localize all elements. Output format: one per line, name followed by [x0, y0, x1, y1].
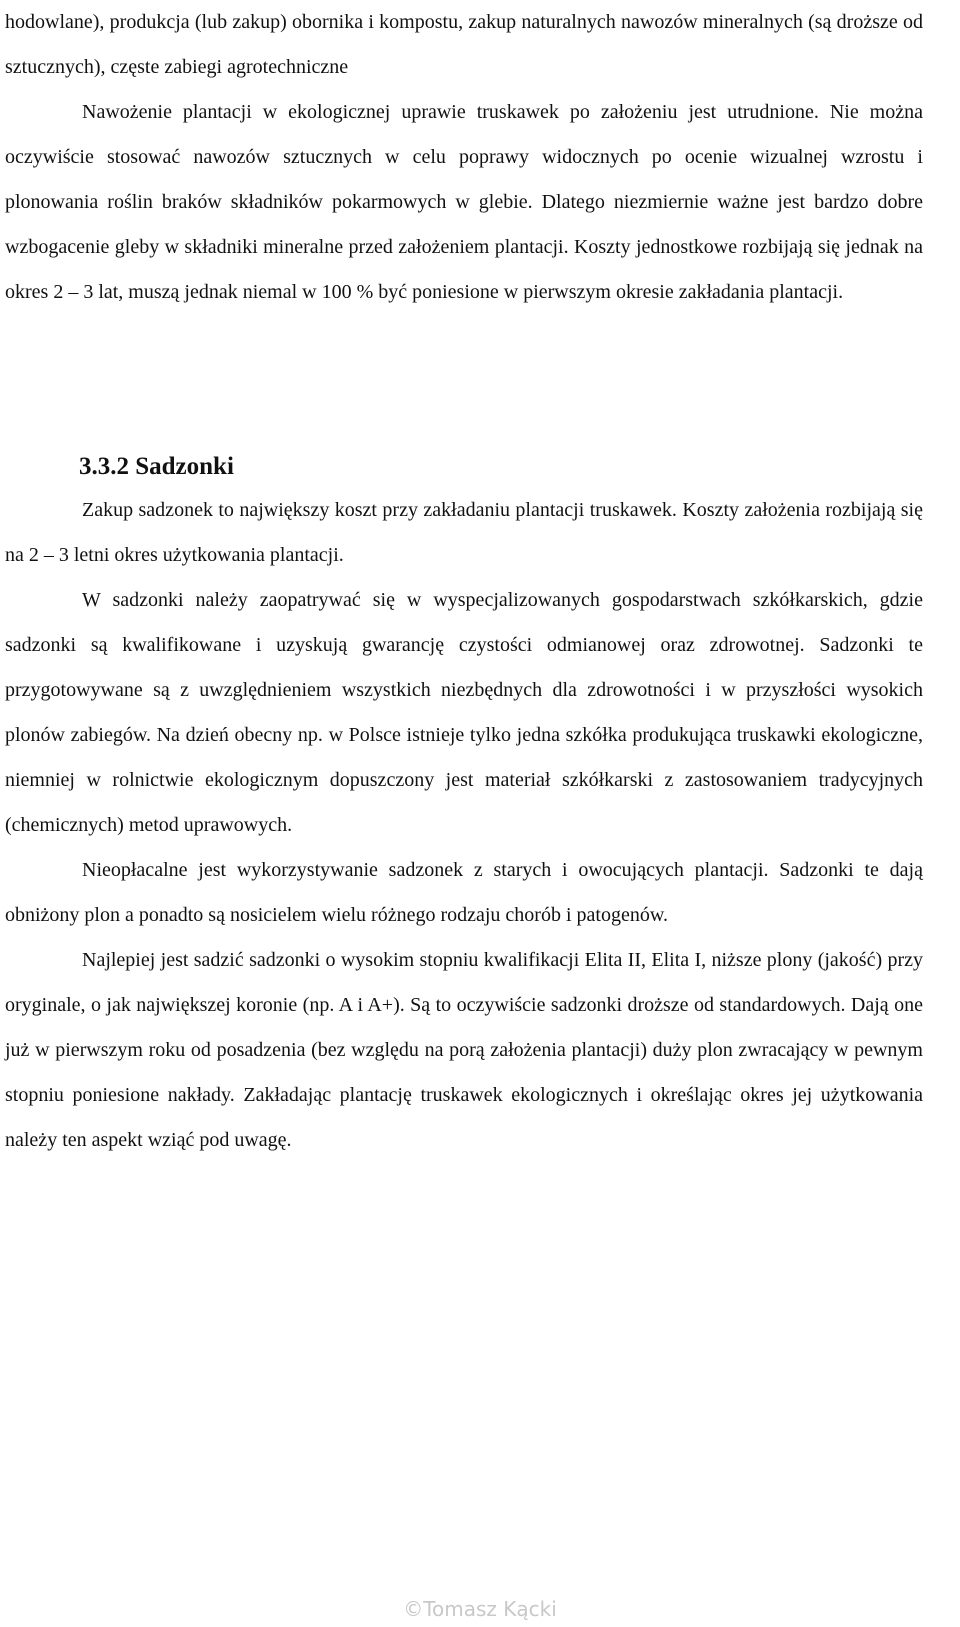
paragraph-seedlings-sourcing: W sadzonki należy zaopatrywać się w wyspecjalizowanych gospodarstwach szkółkarskich, gdzie sadzonki są kwalifikowane i uzyskują gwarancję czystości odmianowej oraz zdrowotnej. Sadzonki te przygotowywane są z uwzględnieniem wszystkich niezbędnych dla zdrowotności i w przyszłości wysokich plonów zabiegów. Na dzień obecny np. w Polsce istnieje tylko jedna szkółka produkująca truskawki ekologiczne, niemniej w rolnictwie ekologicznym dopuszczony jest materiał szkółkarski z zastosowaniem tradycyjnych (chemicznych) metod uprawowych.	[5, 589, 923, 836]
copyright-footer: ©Tomasz Kącki	[403, 1597, 557, 1621]
paragraph-qualification: Najlepiej jest sadzić sadzonki o wysokim stopniu kwalifikacji Elita II, Elita I, niższe plony (jakość) przy oryginale, o jak największej koronie (np. A i A+). Są to oczywiście sadzonki droższe od standardowych. Dają one już w pierwszym roku od posadzenia (bez względu na porą założenia plantacji) duży plon zwracający w pewnym stopniu poniesione nakłady. Zakładając plantację truskawek ekologicznych i określając okres jej użytkowania należy ten aspekt wziąć pod uwagę.	[5, 949, 923, 1151]
section-heading: 3.3.2 Sadzonki	[79, 453, 234, 480]
paragraph-continuation: hodowlane), produkcja (lub zakup) obornika i kompostu, zakup naturalnych nawozów mineralnych (są droższe od sztucznych), częste zabiegi agrotechniczne	[5, 11, 923, 78]
paragraph-seedlings-cost: Zakup sadzonek to największy koszt przy zakładaniu plantacji truskawek. Koszty założenia rozbijają się na 2 – 3 letni okres użytkowania plantacji.	[5, 499, 923, 566]
paragraph-fertilization: Nawożenie plantacji w ekologicznej uprawie truskawek po założeniu jest utrudnione. Nie można oczywiście stosować nawozów sztucznych w celu poprawy widocznych po ocenie wizualnej wzrostu i plonowania roślin braków składników pokarmowych w glebie. Dlatego niezmiernie ważne jest bardzo dobre wzbogacenie gleby w składniki mineralne przed założeniem plantacji. Koszty jednostkowe rozbijają się jednak na okres 2 – 3 lat, muszą jednak niemal w 100 % być poniesione w pierwszym okresie zakładania plantacji.	[5, 101, 923, 303]
section-2-body	[5, 488, 923, 1163]
section-1-body	[5, 0, 923, 315]
paragraph-old-plantations: Nieopłacalne jest wykorzystywanie sadzonek z starych i owocujących plantacji. Sadzonki te dają obniżony plon a ponadto są nosicielem wielu różnego rodzaju chorób i patogenów.	[5, 859, 923, 926]
